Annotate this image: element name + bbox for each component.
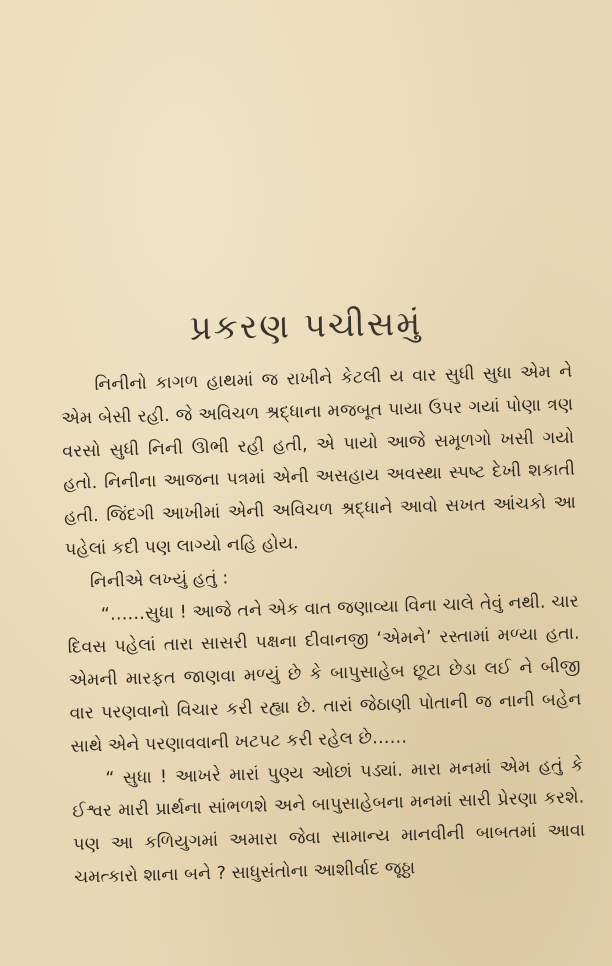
chapter-title: પ્રકરણ પચીસમું	[189, 303, 423, 349]
paragraph-3: “ સુધા ! આખરે મારાં પુણ્ય ઓછાં પડ્યાં. મારા મનમાં એમ હતું કે ઈશ્વર મારી પ્રાર્થના સાંભળશે અને બાપુસાહેબના મનમાં સારી પ્રેરણા કરશે. પણ આ કળિયુગમાં અમારા જેવા સામાન્ય માનવીની બાબતમાં આવા ચમત્કારો શાના બને ? સાધુસંતોના આશીર્વાદ જૂઠ્ઠા	[72, 755, 586, 888]
paragraph-1: નિનીનો કાગળ હાથમાં જ રાખીને કેટલી ય વાર સુધી સુધા એમ ને એમ બેસી રહી. જે અવિચળ શ્રદ્ધાના મજબૂત પાયા ઉપર ગયાં પોણા ત્રણ વરસો સુધી નિની ઊભી રહી હતી, એ પાયો આજે સમૂળગો ખસી ગયો હતો. નિનીના આજના પત્રમાં એની અસહાય અવસ્થા સ્પષ્ટ દેખી શકાતી હતી. જિંદગી આખીમાં એની અવિચળ શ્રદ્ધાને આવો સખત આંચકો આ પહેલાં કદી પણ લાગ્યો નહિ હોય.	[61, 361, 577, 560]
paragraph-2: “……સુધા ! આજે તને એક વાત જણાવ્યા વિના ચાલે તેવું નથી. ચાર દિવસ પહેલાં તારા સાસરી પક્ષના દીવાનજી ‘એમને’ રસ્તામાં મળ્યા હતા. એમની મારફત જાણવા મળ્યું છે કે બાપુસાહેબ છૂટા છેડા લઈ ને બીજી વાર પરણવાનો વિચાર કરી રહ્યા છે. તારાં જેઠાણી પોતાની જ નાની બહેન સાથે એને પરણાવવાની ખટપટ કરી રહેલ છે……	[67, 591, 582, 757]
letter-intro-label: નિનીએ લખ્યું હતું :	[89, 568, 229, 593]
page-body	[60, 356, 586, 895]
